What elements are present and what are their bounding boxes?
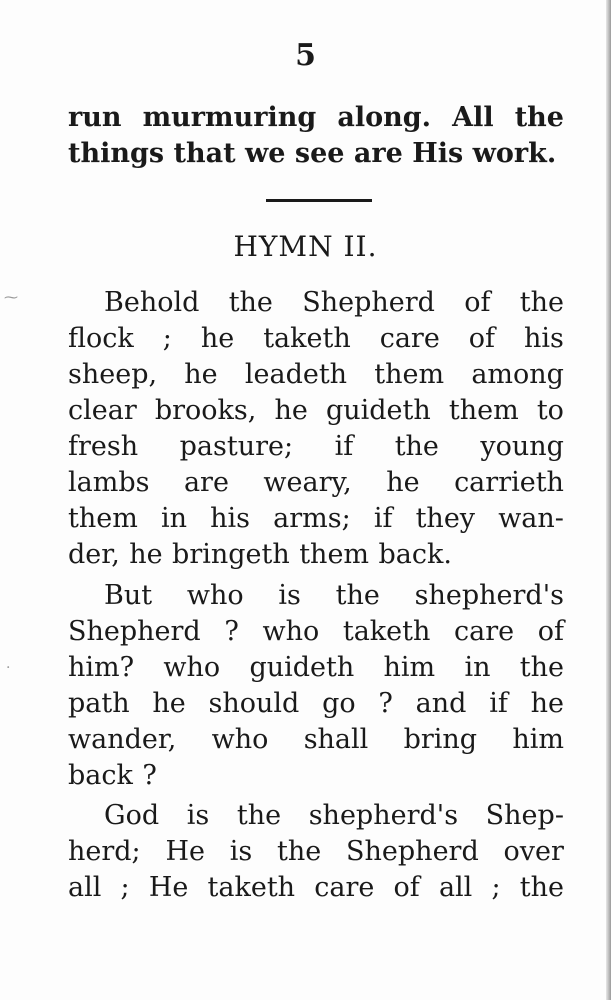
word: the bbox=[519, 872, 564, 903]
word: his bbox=[524, 323, 564, 354]
hymn-title: HYMN II. bbox=[233, 230, 378, 263]
word: them bbox=[68, 503, 138, 534]
word: herd; bbox=[68, 836, 141, 867]
word: in bbox=[160, 503, 187, 534]
word: der, bbox=[68, 539, 120, 570]
word: he bbox=[129, 539, 163, 570]
word: run bbox=[68, 102, 122, 133]
margin-speck: ⁓ bbox=[4, 290, 18, 306]
word: all bbox=[68, 872, 102, 903]
text-line bbox=[68, 321, 564, 357]
word: who bbox=[211, 724, 269, 755]
text-line bbox=[68, 834, 564, 870]
text-line bbox=[68, 501, 564, 537]
word: Behold bbox=[104, 287, 200, 318]
text-line bbox=[68, 100, 564, 136]
paragraph-2 bbox=[68, 578, 564, 794]
text-line bbox=[68, 393, 564, 429]
word: taketh bbox=[207, 872, 296, 903]
word: ; bbox=[120, 872, 130, 903]
word: All bbox=[452, 102, 494, 133]
word: His bbox=[412, 138, 464, 169]
continuation-text bbox=[68, 100, 564, 172]
word: taketh bbox=[263, 323, 351, 354]
word: they bbox=[415, 503, 476, 534]
word: ? bbox=[142, 760, 157, 791]
text-line bbox=[68, 798, 564, 834]
word: that bbox=[173, 138, 236, 169]
word: pasture; bbox=[179, 431, 294, 462]
word: should bbox=[208, 688, 300, 719]
word: he bbox=[274, 395, 308, 426]
word: along. bbox=[337, 102, 432, 133]
word: of bbox=[464, 287, 491, 318]
section-divider bbox=[266, 199, 372, 202]
word: ; bbox=[162, 323, 172, 354]
word: Shepherd bbox=[302, 287, 435, 318]
word: is bbox=[186, 800, 210, 831]
word: is bbox=[278, 580, 301, 611]
page-edge-shadow bbox=[606, 0, 611, 1000]
text-line bbox=[68, 537, 564, 573]
word: shall bbox=[303, 724, 369, 755]
word: him bbox=[512, 724, 564, 755]
word: brooks, bbox=[154, 395, 257, 426]
word: But bbox=[104, 580, 153, 611]
word: who bbox=[262, 616, 320, 647]
word: of bbox=[537, 616, 564, 647]
word: Shepherd bbox=[346, 836, 479, 867]
word: he bbox=[152, 688, 186, 719]
word: them bbox=[374, 359, 445, 390]
word: young bbox=[480, 431, 564, 462]
word: ? bbox=[224, 616, 239, 647]
word: the bbox=[514, 102, 564, 133]
word: to bbox=[536, 395, 564, 426]
word: God bbox=[104, 800, 160, 831]
text-line bbox=[68, 686, 564, 722]
word: see bbox=[294, 138, 345, 169]
text-line bbox=[68, 136, 564, 172]
word: them bbox=[448, 395, 519, 426]
word: arms; bbox=[273, 503, 351, 534]
word: bringeth bbox=[172, 539, 290, 570]
paragraph-1 bbox=[68, 285, 564, 573]
word: his bbox=[210, 503, 250, 534]
word: care bbox=[314, 872, 375, 903]
word: shepherd's bbox=[308, 800, 459, 831]
word: He bbox=[165, 836, 205, 867]
text-line bbox=[68, 614, 564, 650]
text-line bbox=[68, 722, 564, 758]
word: carrieth bbox=[454, 467, 564, 498]
word: the bbox=[519, 287, 564, 318]
word: of bbox=[468, 323, 496, 354]
word: who bbox=[186, 580, 244, 611]
word: if bbox=[489, 688, 508, 719]
text-line bbox=[68, 758, 564, 794]
word: in bbox=[464, 652, 491, 683]
word: path bbox=[68, 688, 130, 719]
word: of bbox=[393, 872, 420, 903]
word: taketh bbox=[342, 616, 431, 647]
word: care bbox=[454, 616, 515, 647]
word: the bbox=[335, 580, 380, 611]
word: he bbox=[530, 688, 564, 719]
word: among bbox=[471, 359, 564, 390]
word: work. bbox=[472, 138, 557, 169]
word: weary, bbox=[263, 467, 352, 498]
word: bring bbox=[403, 724, 478, 755]
text-line bbox=[68, 357, 564, 393]
word: he bbox=[184, 359, 218, 390]
text-line bbox=[68, 578, 564, 614]
page-number: 5 bbox=[295, 38, 316, 73]
paragraph-3 bbox=[68, 798, 564, 906]
word: leadeth bbox=[244, 359, 348, 390]
word: is bbox=[229, 836, 253, 867]
word: the bbox=[277, 836, 322, 867]
word: him bbox=[383, 652, 436, 683]
word: the bbox=[236, 800, 282, 831]
text-line bbox=[68, 870, 564, 906]
word: Shep- bbox=[485, 800, 564, 831]
word: clear bbox=[68, 395, 137, 426]
text-line bbox=[68, 429, 564, 465]
word: ; bbox=[491, 872, 501, 903]
word: the bbox=[394, 431, 439, 462]
text-line bbox=[68, 465, 564, 501]
word: all bbox=[438, 872, 473, 903]
word: flock bbox=[68, 323, 134, 354]
word: things bbox=[68, 138, 165, 169]
word: him? bbox=[68, 652, 135, 683]
word: He bbox=[148, 872, 189, 903]
word: Shepherd bbox=[68, 616, 201, 647]
word: are bbox=[183, 467, 229, 498]
word: are bbox=[353, 138, 403, 169]
text-line bbox=[68, 650, 564, 686]
text-line bbox=[68, 285, 564, 321]
word: shepherd's bbox=[414, 580, 564, 611]
word: who bbox=[163, 652, 221, 683]
word: we bbox=[245, 138, 286, 169]
word: lambs bbox=[68, 467, 150, 498]
word: wan- bbox=[498, 503, 564, 534]
word: he bbox=[386, 467, 420, 498]
word: if bbox=[373, 503, 393, 534]
word: back. bbox=[378, 539, 452, 570]
word: and bbox=[415, 688, 467, 719]
word: wander, bbox=[68, 724, 177, 755]
word: he bbox=[200, 323, 235, 354]
margin-speck: · bbox=[6, 660, 11, 676]
word: the bbox=[519, 652, 564, 683]
word: guideth bbox=[249, 652, 355, 683]
word: the bbox=[228, 287, 273, 318]
word: back bbox=[68, 760, 133, 791]
word: ? bbox=[378, 688, 393, 719]
word: go bbox=[322, 688, 356, 719]
word: fresh bbox=[68, 431, 139, 462]
word: murmuring bbox=[142, 102, 317, 133]
word: sheep, bbox=[68, 359, 158, 390]
word: over bbox=[503, 836, 564, 867]
word: them bbox=[299, 539, 370, 570]
word: if bbox=[334, 431, 354, 462]
word: guideth bbox=[325, 395, 431, 426]
word: care bbox=[379, 323, 440, 354]
